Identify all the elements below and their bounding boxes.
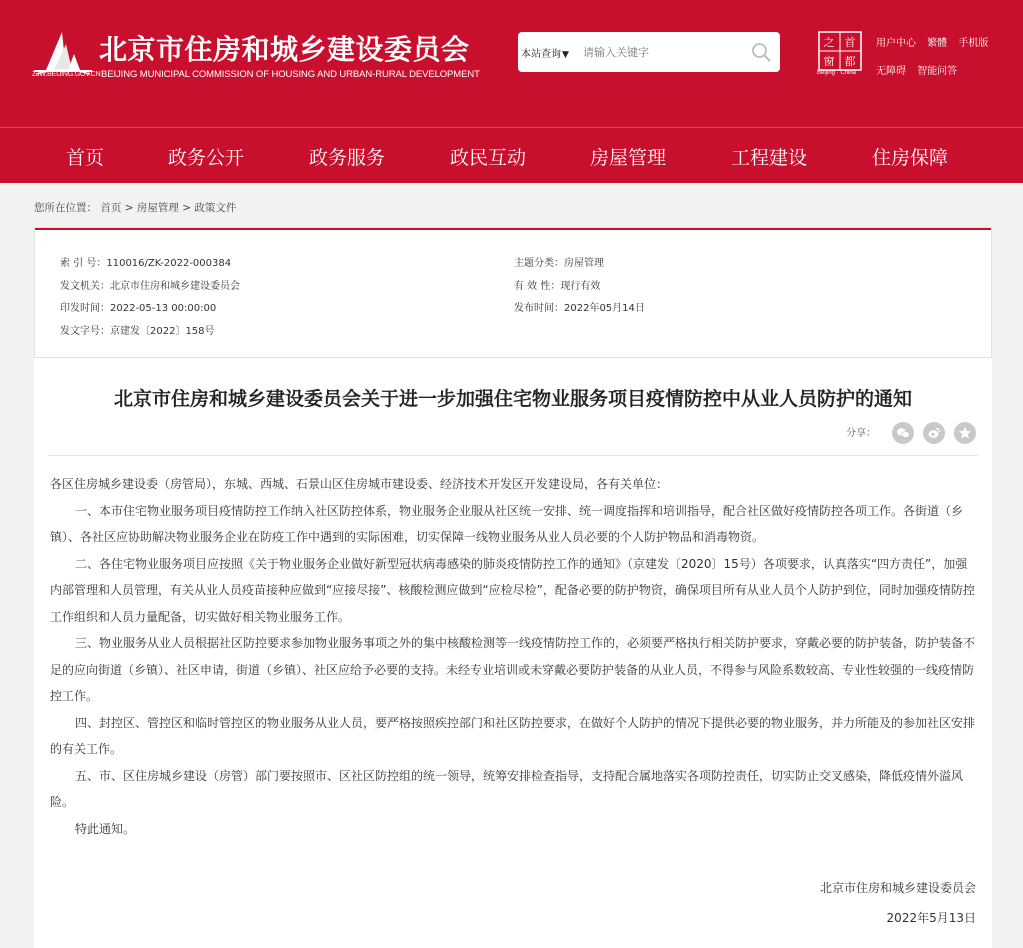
site-header: [0, 0, 1023, 183]
meta-value: 110016/ZK-2022-000384: [106, 258, 232, 269]
wechat-share-icon[interactable]: [892, 422, 914, 444]
meta-value: 北京市住房和城乡建设委员会: [110, 281, 240, 292]
share-divider: [48, 455, 978, 456]
breadcrumb-separator: >: [182, 202, 191, 214]
article-paragraph: 三、物业服务从业人员根据社区防控要求参加物业服务事项之外的集中核酸检测等一线疫情防控工作的，必须要严格执行相关防护要求，穿戴必要的防护装备，防护装备不足的应向街道（乡镇）、社区申请，街道（乡镇）、社区应给予必要的支持。未经专业培训或未穿戴必要防护装备的从业人员，不得参与风险系数较高、专业性较强的一线疫情防控工作。: [50, 636, 976, 703]
search-box: [518, 32, 780, 72]
meta-value: 现行有效: [560, 281, 601, 292]
top-links-secondary: [876, 62, 965, 77]
meta-print-date: [60, 299, 216, 314]
article-paragraph: 四、封控区、管控区和临时管控区的物业服务从业人员，要严格按照疾控部门和社区防控要求，在做好个人防护的情况下提供必要的物业服务，并力所能及的参加社区安排的有关工作。: [50, 715, 976, 756]
meta-label: 发文字号：: [60, 326, 110, 337]
document-meta: [34, 227, 992, 358]
meta-label: 索 引 号：: [60, 258, 107, 269]
site-subtitle: BEIJING MUNICIPAL COMMISSION OF HOUSING AND URBAN-RURAL DEVELOPMENT: [101, 69, 480, 80]
article-paragraph: 一、本市住宅物业服务项目疫情防控工作纳入社区防控体系，物业服务企业服从社区统一安排、统一调度指挥和培训指导，配合社区做好疫情防控各项工作。各街道（乡镇）、各社区应协助解决物业服务企业在防疫工作中遇到的实际困难，切实保障一线物业服务从业人员必要的个人防护物品和消毒物资。: [50, 503, 964, 544]
search-icon[interactable]: [750, 41, 772, 63]
meta-label: 有 效 性：: [514, 281, 561, 292]
meta-value: 房屋管理: [564, 258, 604, 269]
article-paragraph: 二、各住宅物业服务项目应按照《关于物业服务企业做好新型冠状病毒感染的肺炎疫情防控工作的通知》（京建发〔2020〕15号）各项要求，认真落实“四方责任”，加强内部管理和人员管理，有关从业人员疫苗接种应做到“应接尽接”、核酸检测应做到“应检尽检”，配备必要的防护物资，确保项目所有从业人员个人防护到位，同时加强疫情防控工作组织和人员力量配备，切实做好相关物业服务工作。: [50, 556, 975, 624]
meta-label: 发文机关：: [60, 281, 110, 292]
meta-category: [514, 254, 604, 269]
article-title: 北京市住房和城乡建设委员会关于进一步加强住宅物业服务项目疫情防控中从业人员防护的通知: [113, 388, 912, 410]
share-label: 分享：: [846, 428, 876, 439]
search-input[interactable]: [583, 41, 748, 63]
accessibility-link[interactable]: 无障碍: [876, 66, 906, 77]
meta-index-no: [60, 254, 231, 269]
nav-item-gov-services[interactable]: 政务服务: [309, 147, 386, 169]
capital-glyph: 之: [823, 36, 835, 49]
article-sign-date: 2022年5月13日: [886, 911, 976, 925]
nav-item-interaction[interactable]: 政民互动: [450, 147, 527, 169]
capital-glyph: 窗: [823, 55, 835, 68]
article-body: [50, 471, 978, 842]
meta-value: 京建发〔2022〕158号: [110, 326, 215, 337]
article-panel: [34, 227, 992, 948]
nav-item-housing-security[interactable]: 住房保障: [872, 147, 949, 169]
logo-domain-text: ZJW.BEIJING.GOV.CN: [32, 71, 101, 78]
capital-caption: Beijing · China: [817, 70, 857, 76]
mobile-version-link[interactable]: 手机版: [958, 38, 989, 49]
nav-item-home[interactable]: 首页: [66, 147, 105, 169]
capital-glyph: 首: [844, 36, 856, 49]
article-closing: 特此通知。: [75, 821, 136, 836]
article-signer: 北京市住房和城乡建设委员会: [819, 881, 976, 895]
nav-item-gov-affairs-public[interactable]: 政务公开: [168, 147, 245, 169]
article-salutation: 各区住房城乡建设委（房管局），东城、西城、石景山区住房城市建设委、经济技术开发区开发建设局，各有关单位：: [50, 477, 669, 491]
weibo-share-icon[interactable]: [923, 422, 945, 444]
breadcrumb: [34, 200, 236, 215]
breadcrumb-prefix: 您所在位置：: [34, 202, 97, 214]
search-scope-select[interactable]: [521, 45, 569, 60]
article-paragraph: 五、市、区住房城乡建设（房管）部门要按照市、区社区防控组的统一领导，统筹安排检查指导，支持配合属地落实各项防控责任，切实防止交叉感染，降低疫情外溢风险。: [50, 768, 964, 809]
nav-item-construction[interactable]: 工程建设: [731, 147, 808, 169]
meta-label: 主题分类：: [514, 258, 564, 269]
meta-value: 2022年05月14日: [564, 303, 645, 314]
user-center-link[interactable]: 用户中心: [876, 38, 916, 49]
traditional-chinese-link[interactable]: 繁體: [927, 38, 948, 49]
meta-label: 印发时间：: [60, 303, 110, 314]
main-nav: [0, 128, 1023, 183]
meta-value: 2022-05-13 00:00:00: [110, 303, 217, 314]
top-links: [876, 34, 996, 49]
nav-item-housing-management[interactable]: 房屋管理: [590, 147, 667, 169]
meta-doc-no: [60, 322, 215, 337]
breadcrumb-separator: >: [124, 202, 134, 214]
site-title[interactable]: 北京市住房和城乡建设委员会: [99, 33, 470, 66]
meta-publish-date: [514, 299, 645, 314]
meta-label: 发布时间：: [514, 303, 564, 314]
meta-validity: [514, 277, 600, 292]
smart-qa-link[interactable]: 智能问答: [917, 66, 958, 77]
breadcrumb-home[interactable]: 首页: [100, 202, 122, 214]
breadcrumb-housing-management[interactable]: 房屋管理: [136, 202, 179, 214]
meta-issuer: [60, 277, 240, 292]
meta-accent-bar: [35, 228, 991, 230]
header-top: [0, 0, 1023, 127]
favorite-share-icon[interactable]: [954, 422, 976, 444]
search-scope-label: 本站查询: [521, 49, 561, 60]
chevron-down-icon: ▼: [562, 50, 569, 60]
breadcrumb-policy-documents[interactable]: 政策文件: [194, 202, 237, 214]
capital-glyph: 都: [844, 55, 856, 68]
